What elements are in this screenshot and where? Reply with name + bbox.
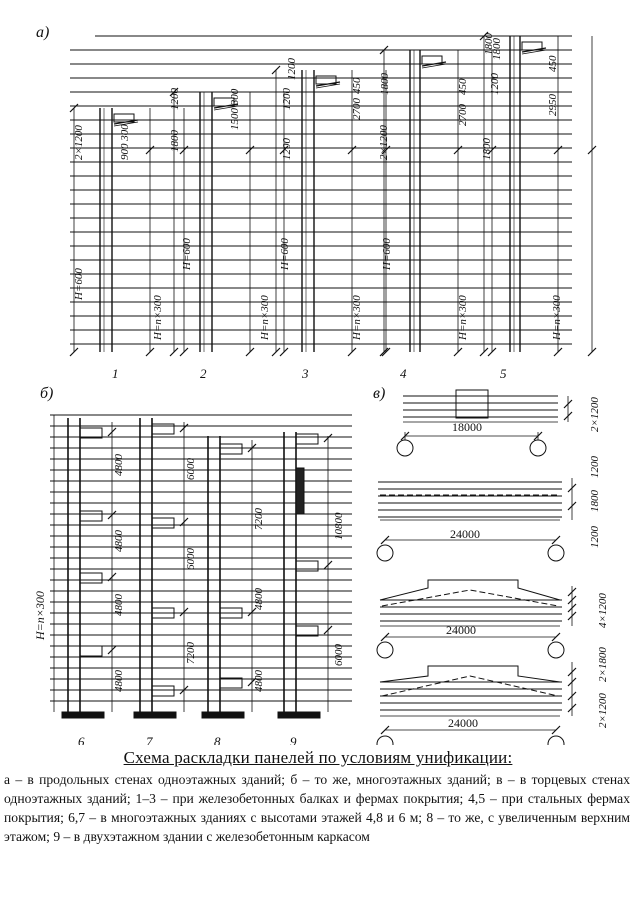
caption-key: 4,5 — [468, 791, 486, 806]
dimension-label: H=600 — [181, 238, 193, 270]
dimension-label: 2×1200 — [589, 397, 601, 432]
dimension-label: H=n×300 — [457, 295, 469, 340]
figure-caption — [0, 748, 636, 846]
dimension-label: 1800 — [483, 33, 495, 55]
dimension-label: 450 — [351, 77, 363, 94]
dimension-label: 4800 — [113, 594, 125, 616]
panel-letter-v: в) — [373, 385, 386, 402]
foundation-slab — [134, 712, 176, 718]
gable-outline — [380, 666, 560, 682]
dimension-label: 450 — [457, 78, 469, 95]
scheme-number-5: 5 — [500, 366, 507, 381]
dimension-label: 10800 — [333, 512, 345, 540]
caption-text: – в двухэтажном здании с железобетонным каркасом — [60, 829, 370, 844]
dimension-label: 1200 — [169, 88, 181, 110]
column-axis-circle — [530, 440, 546, 456]
scheme-number-4: 4 — [400, 366, 407, 381]
column-bracket — [296, 468, 304, 514]
column-axis-circle — [548, 736, 564, 745]
column-axis-circle — [377, 642, 393, 658]
span-label: 24000 — [448, 716, 478, 730]
dimension-label: 2950 — [547, 94, 559, 116]
ridge-panel — [456, 390, 488, 418]
dimension-label: 2×1200 — [378, 125, 390, 160]
caption-title: Схема раскладки панелей по условиям унификации: — [123, 748, 513, 767]
dimension-label: H=600 — [381, 238, 393, 270]
caption-text: – при железобетонных балках и фермах покрытия; — [155, 791, 469, 806]
dimension-label: 2700 — [457, 104, 469, 126]
column-axis-circle — [548, 545, 564, 561]
dimension-label: H=600 — [279, 238, 291, 270]
caption-key: 8 — [426, 810, 434, 825]
dimension-label: 4800 — [113, 530, 125, 552]
floor-slab-symbol — [80, 573, 102, 583]
gable-outline — [380, 580, 560, 600]
dimension-label: H=n×300 — [152, 295, 164, 340]
floor-slab-symbol — [296, 434, 318, 444]
roof-line — [382, 676, 558, 696]
dimension-label: 1800 — [379, 73, 391, 95]
caption-key: в — [496, 772, 503, 787]
floor-slab-symbol — [220, 444, 242, 454]
height-label: H=n×300 — [33, 591, 47, 640]
scheme-number-9: 9 — [290, 734, 297, 745]
dimension-label: H=n×300 — [259, 295, 271, 340]
dimension-label: 1200 — [286, 58, 298, 80]
caption-key: б — [290, 772, 298, 787]
span-label: 24000 — [450, 527, 480, 541]
dimension-label: 6000 — [333, 644, 345, 666]
caption-key: 9 — [53, 829, 61, 844]
caption-text: – то же, с увеличенным верхним этажом; — [4, 810, 630, 844]
dimension-label: 1200 — [489, 73, 501, 95]
floor-slab-symbol — [80, 646, 102, 656]
dimension-label: 1800 — [169, 130, 181, 152]
scheme-number-3: 3 — [302, 366, 309, 381]
scheme-number-6: 6 — [78, 734, 85, 745]
dimension-label: 7200 — [185, 642, 197, 664]
dimension-label: 2700 — [351, 98, 363, 120]
floor-slab-symbol — [80, 511, 102, 521]
dimension-label: 2×1800 — [597, 647, 609, 682]
foundation-slab — [62, 712, 104, 718]
dimension-label: 1200 — [281, 138, 293, 160]
dimension-label: 6000 — [185, 458, 197, 480]
caption-text: – в многоэтажных зданиях с высотами этажей 4,8 и 6 м; — [85, 810, 427, 825]
dimension-label: 1200 — [281, 88, 293, 110]
dimension-label: 900 300 — [119, 124, 131, 160]
dimension-label: 4800 — [113, 670, 125, 692]
scheme-number-8: 8 — [214, 734, 221, 745]
dimension-label: 4×1200 — [597, 593, 609, 628]
span-label: 18000 — [452, 420, 482, 434]
column-axis-circle — [377, 736, 393, 745]
dimension-label: 450 — [547, 55, 559, 72]
caption-text: – при стальных фермах покрытия; — [4, 791, 630, 825]
scheme-number-7: 7 — [146, 734, 153, 745]
column-axis-circle — [377, 545, 393, 561]
caption-text: – в торцевых стенах одноэтажных зданий; — [4, 772, 631, 806]
dimension-label: H=n×300 — [551, 295, 563, 340]
dimension-label: H=600 — [73, 268, 85, 300]
dimension-label: 2×1200 — [73, 125, 85, 160]
column-axis-circle — [397, 440, 413, 456]
dimension-label: H=n×300 — [351, 295, 363, 340]
dimension-label: 6000 — [185, 548, 197, 570]
span-label: 24000 — [446, 623, 476, 637]
caption-key: 1–3 — [135, 791, 156, 806]
dimension-label: 1800 — [481, 138, 493, 160]
scheme-number-2: 2 — [200, 366, 207, 381]
panel-letter-b: б) — [40, 385, 54, 402]
floor-slab-symbol — [152, 518, 174, 528]
dimension-label: 4800 — [113, 454, 125, 476]
foundation-slab — [278, 712, 320, 718]
dimension-label: 1200 — [589, 526, 601, 548]
dimension-label: 1800 — [589, 490, 601, 512]
column-axis-circle — [548, 642, 564, 658]
dimension-label: 4800 — [253, 588, 265, 610]
foundation-slab — [202, 712, 244, 718]
panel-letter-a: a) — [36, 24, 50, 41]
dimension-label: 7200 — [253, 508, 265, 530]
caption-key: 6,7 — [68, 810, 86, 825]
floor-slab-symbol — [152, 686, 174, 696]
scheme-number-1: 1 — [112, 366, 119, 381]
caption-body — [0, 770, 636, 846]
dimension-label: 4800 — [253, 670, 265, 692]
dimension-label: 2×1200 — [597, 693, 609, 728]
caption-text: – в продольных стенах одноэтажных зданий; — [10, 772, 291, 787]
caption-key: а — [4, 772, 11, 787]
caption-text: – то же, многоэтажных зданий; — [297, 772, 497, 787]
dimension-label: 1800 — [491, 38, 503, 60]
dimension-label: 1200 — [589, 456, 601, 478]
dimension-label: 1500 300 — [229, 88, 241, 130]
